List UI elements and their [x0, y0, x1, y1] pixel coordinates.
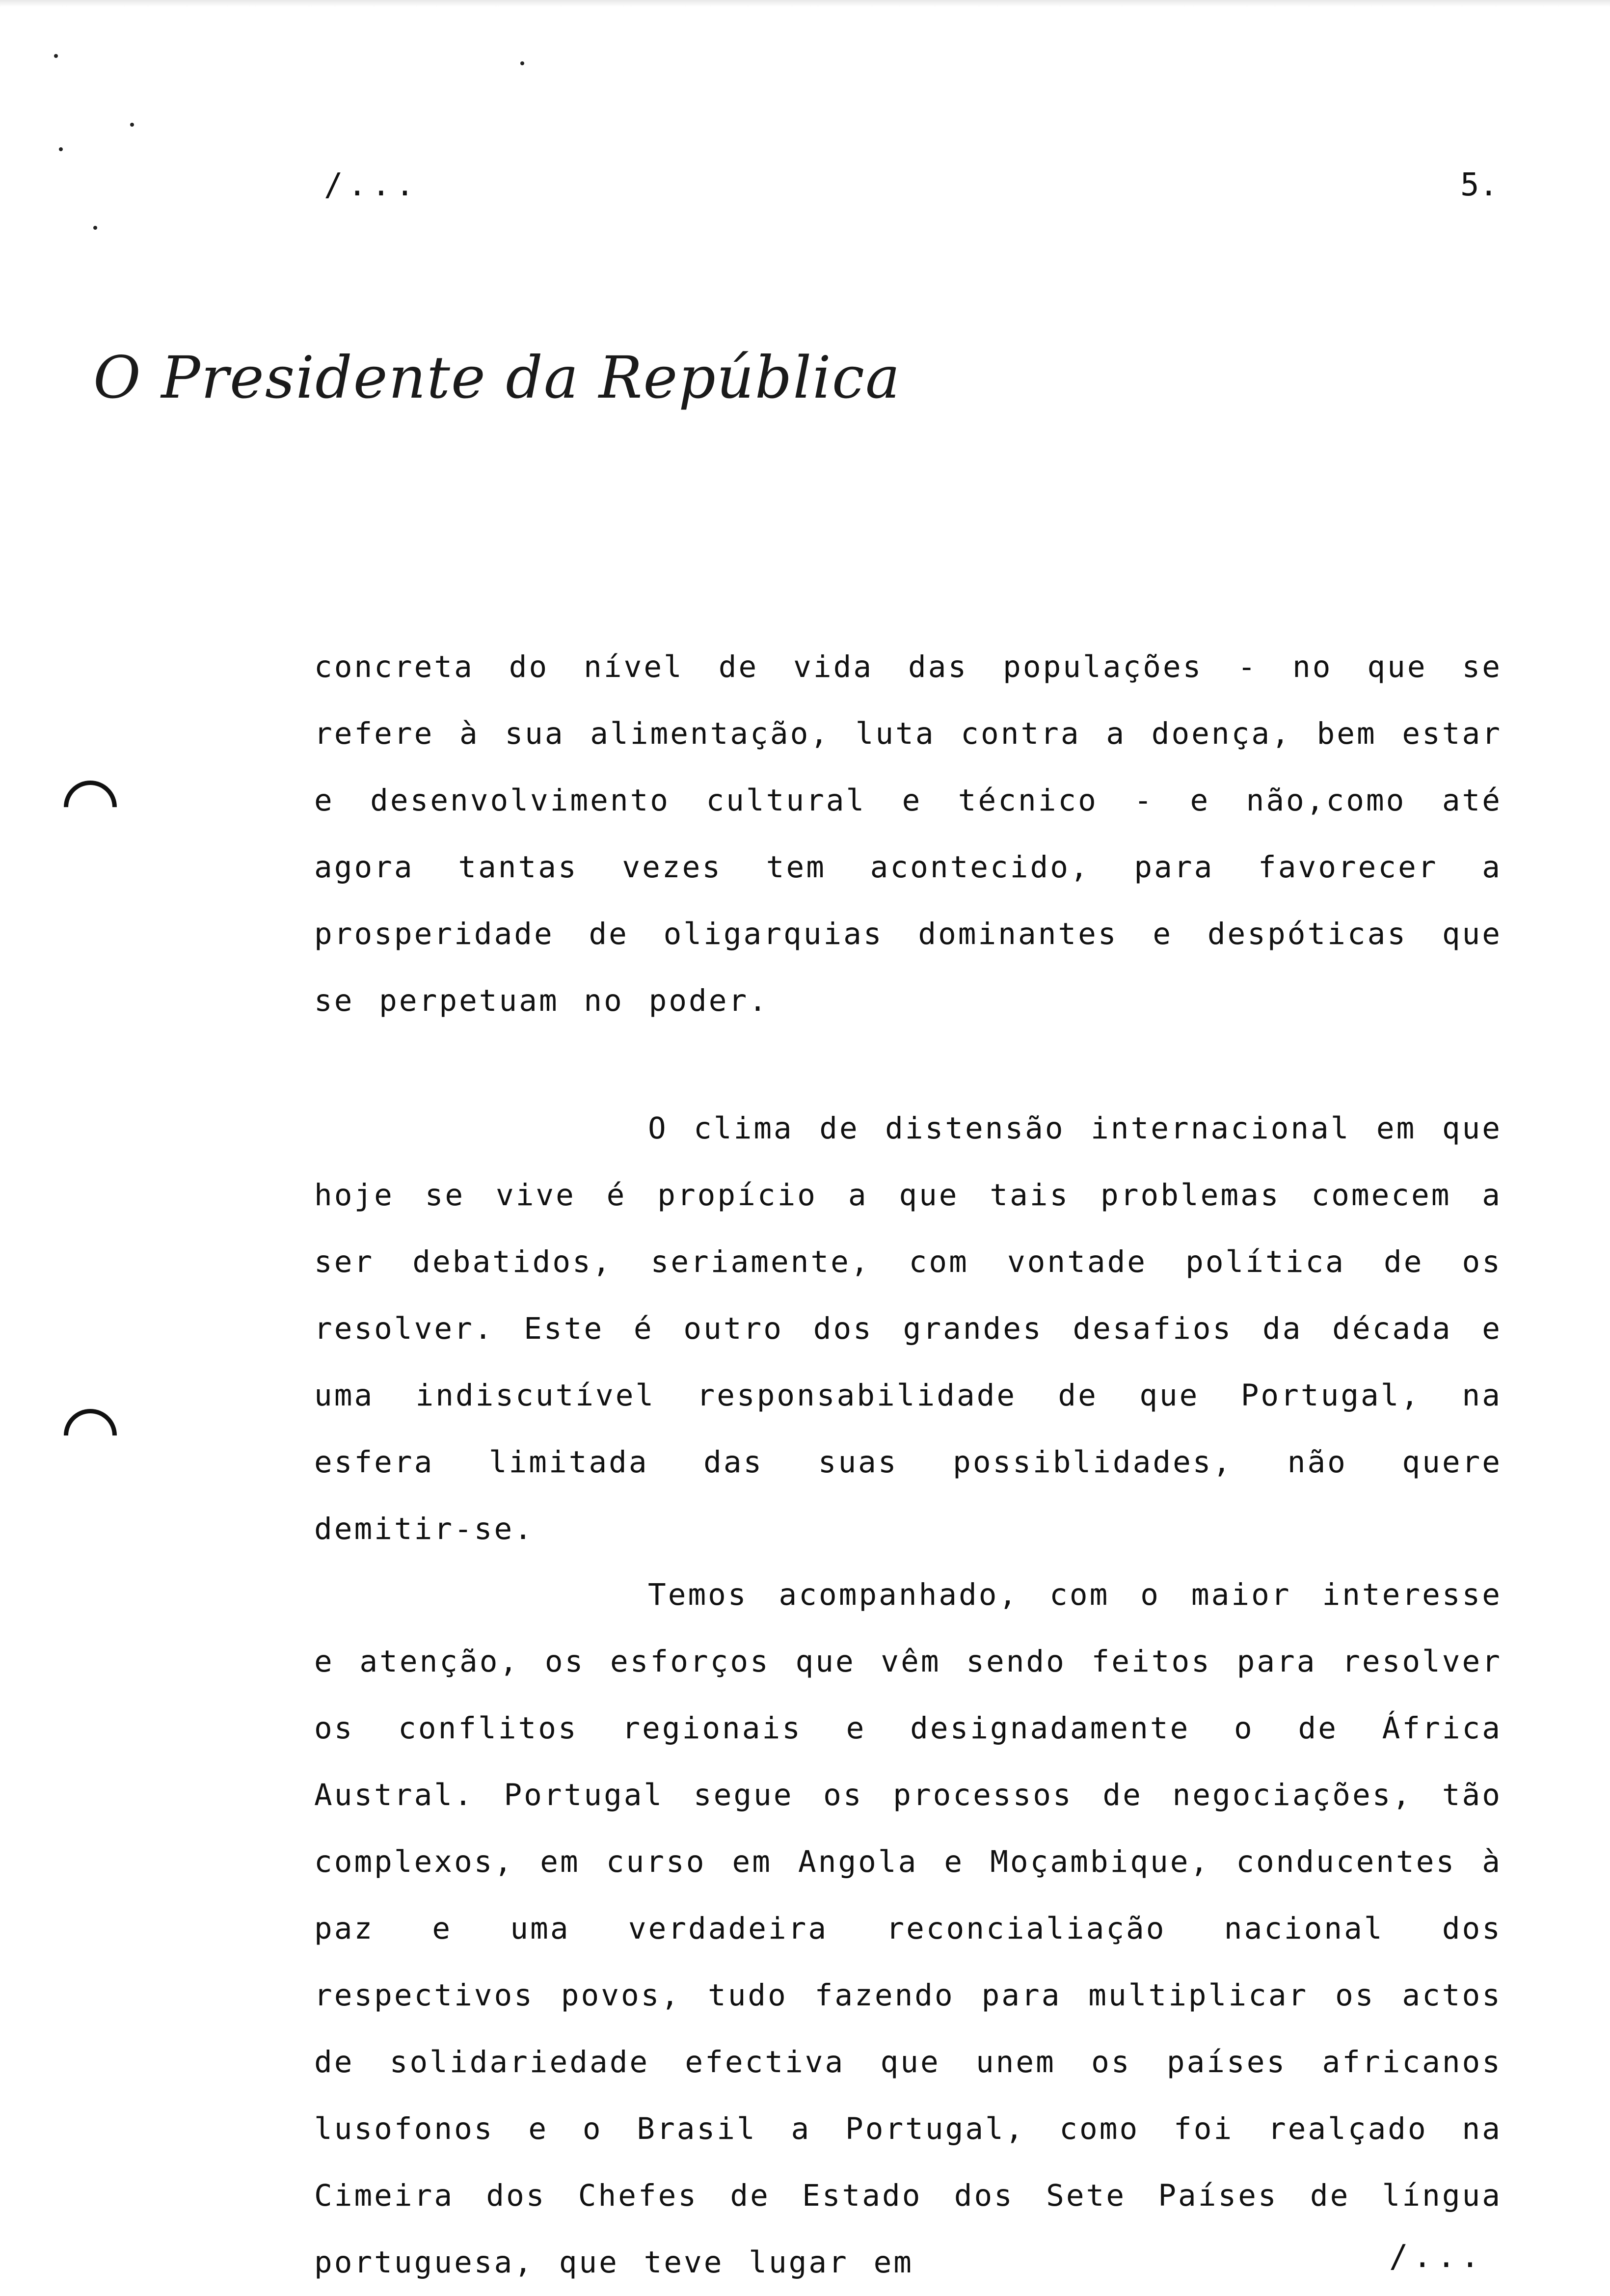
scan-edge: [0, 0, 1610, 7]
body-paragraph: Temos acompanhado, com o maior interesse e atenção, os esforços que vêm sendo feitos para resolver os conflitos regionais e designadamente o de África Austral. Portugal segue os processos de negociações, tão complexos, em curso em Angola e Moçambique, conducentes à paz e uma verdadeira reconcialiação nacional dos respectivos povos, tudo fazendo para multiplicar os actos de solidariedade efectiva que unem os países africanos lusofonos e o Brasil a Portugal, como foi realçado na Cimeira dos Chefes de Estado dos Sete Países de língua portuguesa, que teve lugar em: [314, 1577, 1502, 2280]
body-paragraph: O clima de distensão internacional em que hoje se vive é propício a que tais problemas comecem a ser debatidos, seriamente, com vontade política de os resolver. Este é outro dos grandes desafios da década e uma indiscutível responsabilidade de que Portugal, na esfera limitada das suas possiblidades, não quere demitir-se.: [314, 1111, 1502, 1546]
scan-speck: [130, 123, 134, 127]
punch-hole-mark: [53, 770, 128, 845]
scan-speck: [54, 54, 58, 58]
continuation-marker-bottom: /...: [1389, 2239, 1485, 2275]
punch-hole-mark: [53, 1398, 128, 1473]
scan-speck: [520, 61, 524, 65]
scan-speck: [59, 147, 63, 151]
letterhead-title: O Presidente da República: [93, 344, 901, 411]
body-paragraph: concreta do nível de vida das populações - no que se refere à sua alimentação, luta contra a doença, bem estar e desenvolvimento cultural e técnico - e não,como até agora tantas vezes tem acontecido, para favorecer a prosperidade de oligarquias dominantes e despóticas que se perpetuam no poder.: [314, 649, 1502, 1018]
scan-speck: [93, 226, 97, 230]
continuation-marker-top: /...: [324, 167, 420, 203]
page-number: 5.: [1460, 167, 1499, 203]
